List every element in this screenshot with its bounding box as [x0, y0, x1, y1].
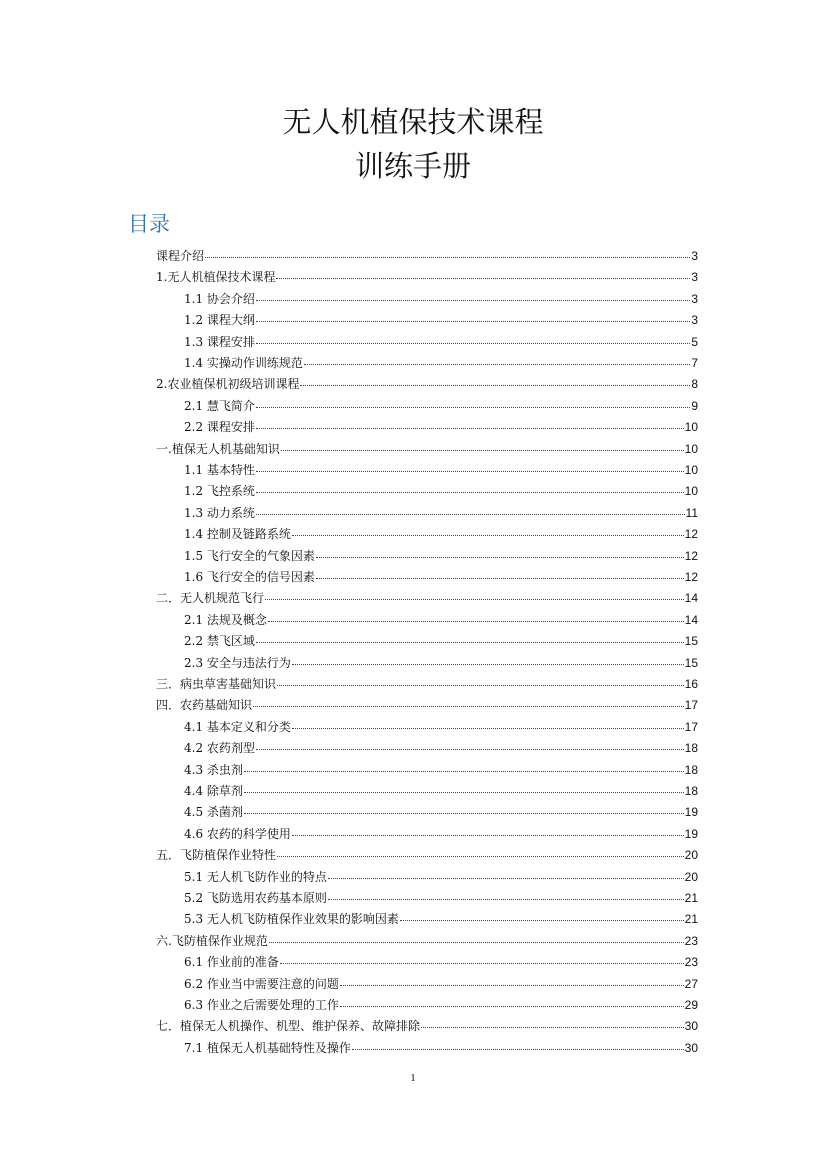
toc-dot-leader: [256, 748, 684, 750]
toc-dot-leader: [244, 770, 684, 772]
toc-entry[interactable]: [184, 868, 698, 889]
toc-dot-leader: [300, 384, 690, 386]
toc-entry-label: 4.3 杀虫剂: [184, 762, 243, 777]
toc-entry-page: 10: [684, 420, 698, 435]
toc-entry-page: 23: [684, 955, 698, 970]
toc-entry-page: 17: [684, 719, 698, 734]
toc-dot-leader: [280, 962, 684, 964]
toc-entry[interactable]: [184, 482, 698, 503]
toc-dot-leader: [268, 620, 684, 622]
toc-dot-leader: [256, 641, 684, 643]
toc-dot-leader: [316, 556, 684, 558]
toc-entry[interactable]: [184, 461, 698, 482]
toc-entry-label: 5.1 无人机飞防作业的特点: [184, 869, 327, 884]
toc-entry-label: 1.2 飞控系统: [184, 484, 255, 499]
toc-entry[interactable]: [184, 1039, 698, 1060]
toc-entry-label: 7.1 植保无人机基础特性及操作: [184, 1040, 351, 1055]
toc-entry[interactable]: [184, 825, 698, 846]
toc-entry-label: 1.6 飞行安全的信号因素: [184, 570, 315, 584]
toc-dot-leader: [256, 342, 690, 344]
toc-entry[interactable]: [184, 418, 698, 439]
toc-entry-page: 30: [684, 1040, 698, 1055]
toc-dot-leader: [304, 363, 690, 365]
toc-dot-leader: [205, 256, 690, 258]
toc-entry[interactable]: [184, 333, 698, 354]
toc-dot-leader: [256, 491, 684, 493]
toc-entry[interactable]: [156, 247, 698, 268]
toc-entry-label: 6.2 作业当中需要注意的问题: [184, 976, 339, 991]
toc-entry-page: 23: [684, 933, 698, 948]
toc-dot-leader: [276, 277, 690, 279]
toc-entry[interactable]: [184, 782, 698, 803]
toc-entry[interactable]: [184, 803, 698, 824]
toc-entry-page: 27: [684, 976, 698, 991]
toc-entry-label: 1.3 课程安排: [184, 334, 255, 349]
toc-entry-label: 2.农业植保机初级培训课程: [156, 377, 300, 392]
toc-dot-leader: [256, 427, 684, 429]
toc-entry-label: 1.2 课程大纲: [184, 313, 255, 328]
toc-entry-label: 2.1 慧飞简介: [184, 398, 255, 413]
toc-entry[interactable]: [184, 354, 698, 375]
toc-entry-label: 1.4 控制及链路系统: [184, 527, 291, 542]
toc-entry-label: 4.4 除草剂: [184, 784, 243, 798]
toc-entry-label: 五．飞防植保作业特性: [156, 848, 277, 863]
toc-entry-label: 二．无人机规范飞行: [156, 591, 265, 606]
toc-entry-page: 12: [684, 548, 698, 563]
toc-entry-page: 18: [684, 741, 698, 756]
toc-dot-leader: [256, 299, 690, 301]
toc-entry-page: 14: [684, 591, 698, 606]
toc-dot-leader: [244, 812, 684, 814]
toc-entry-page: 19: [684, 805, 698, 820]
toc-entry[interactable]: [156, 1017, 698, 1038]
toc-entry-label: 1.5 飞行安全的气象因素: [184, 548, 315, 563]
toc-entry-page: 21: [684, 891, 698, 905]
toc-entry[interactable]: [184, 568, 698, 589]
toc-entry[interactable]: [156, 440, 698, 461]
toc-entry-page: 20: [684, 848, 698, 863]
toc-entry-label: 1.无人机植保技术课程: [156, 270, 276, 285]
toc-entry[interactable]: [184, 889, 698, 910]
toc-entry-page: 15: [684, 634, 698, 649]
toc-entry[interactable]: [156, 268, 698, 289]
toc-entry-label: 4.1 基本定义和分类: [184, 719, 291, 734]
toc-entry-page: 30: [684, 1019, 698, 1034]
toc-entry[interactable]: [156, 932, 698, 953]
toc-entry[interactable]: [184, 654, 698, 675]
toc-dot-leader: [277, 684, 684, 686]
toc-dot-leader: [328, 877, 684, 879]
toc-entry-label: 一.植保无人机基础知识: [156, 441, 280, 456]
toc-entry-page: 3: [691, 249, 698, 263]
toc-entry[interactable]: [184, 975, 698, 996]
toc-entry[interactable]: [156, 846, 698, 867]
toc-dot-leader: [269, 941, 684, 943]
toc-entry-page: 7: [691, 356, 698, 370]
toc-entry-page: 18: [684, 784, 698, 798]
toc-dot-leader: [352, 1048, 684, 1050]
toc-entry-label: 1.1 协会介绍: [184, 291, 255, 306]
toc-entry[interactable]: [184, 632, 698, 653]
toc-dot-leader: [277, 855, 684, 857]
toc-entry-page: 10: [684, 484, 698, 499]
toc-entry[interactable]: [184, 290, 698, 311]
toc-dot-leader: [256, 406, 690, 408]
toc-entry-page: 3: [691, 291, 698, 306]
toc-entry[interactable]: [184, 761, 698, 782]
toc-entry-label: 三．病虫草害基础知识: [156, 677, 277, 691]
toc-dot-leader: [421, 1026, 684, 1028]
toc-dot-leader: [256, 513, 685, 515]
toc-entry[interactable]: [184, 525, 698, 546]
toc-dot-leader: [292, 534, 684, 536]
toc-entry-label: 六.飞防植保作业规范: [156, 933, 268, 948]
toc-entry-page: 16: [684, 677, 698, 691]
toc-entry-page: 10: [684, 441, 698, 456]
toc-entry-page: 3: [691, 270, 698, 285]
toc-entry[interactable]: [184, 718, 698, 739]
toc-entry[interactable]: [184, 397, 698, 418]
page-number: 1: [410, 1072, 416, 1084]
toc-entry[interactable]: [184, 910, 698, 931]
toc-entry-page: 29: [684, 998, 698, 1012]
toc-entry-label: 5.3 无人机飞防植保作业效果的影响因素: [184, 912, 399, 927]
toc-dot-leader: [253, 705, 684, 707]
toc-dot-leader: [292, 834, 684, 836]
toc-entry[interactable]: [156, 375, 698, 396]
toc-entry-label: 1.3 动力系统: [184, 505, 255, 520]
toc-dot-leader: [328, 898, 684, 900]
toc-entry-label: 2.1 法规及概念: [184, 612, 267, 627]
toc-entry-page: 3: [691, 313, 698, 328]
toc-dot-leader: [316, 577, 684, 579]
toc-entry-label: 四．农药基础知识: [156, 698, 253, 713]
toc-entry-page: 20: [684, 869, 698, 884]
toc-entry-label: 七．植保无人机操作、机型、维护保养、故障排除: [156, 1019, 421, 1034]
toc-entry-page: 15: [684, 655, 698, 670]
toc-entry-page: 5: [691, 334, 698, 349]
toc-entry[interactable]: [184, 504, 698, 525]
toc-dot-leader: [340, 1005, 684, 1007]
toc-entry-label: 4.6 农药的科学使用: [184, 826, 291, 841]
toc-entry-label: 5.2 飞防选用农药基本原则: [184, 891, 327, 905]
toc-entry-label: 4.5 杀菌剂: [184, 805, 243, 820]
toc-entry-label: 课程介绍: [156, 249, 205, 263]
toc-entry-page: 17: [684, 698, 698, 713]
toc-entry-page: 10: [684, 463, 698, 477]
toc-dot-leader: [256, 470, 684, 472]
toc-entry-label: 2.2 课程安排: [184, 420, 255, 435]
toc-dot-leader: [292, 663, 684, 665]
toc-entry[interactable]: [184, 547, 698, 568]
toc-entry-page: 18: [684, 762, 698, 777]
toc-entry-page: 9: [691, 398, 698, 413]
toc-entry-page: 12: [684, 527, 698, 542]
toc-entry-page: 14: [684, 612, 698, 627]
toc-entry-label: 2.2 禁飞区域: [184, 634, 255, 649]
toc-entry[interactable]: [184, 996, 698, 1017]
toc-entry-label: 6.3 作业之后需要处理的工作: [184, 998, 339, 1012]
toc-entry[interactable]: [184, 953, 698, 974]
toc-entry[interactable]: [156, 675, 698, 696]
toc-entry[interactable]: [184, 739, 698, 760]
toc-entry[interactable]: [156, 589, 698, 610]
document-subtitle: 训练手册: [354, 149, 471, 183]
toc-entry-page: 11: [685, 505, 698, 520]
toc-heading: 目录: [128, 212, 170, 236]
toc-entry-label: 1.1 基本特性: [184, 463, 255, 477]
toc-entry[interactable]: [184, 311, 698, 332]
toc-dot-leader: [244, 791, 684, 793]
document-title: 无人机植保技术课程: [282, 105, 544, 139]
toc-entry-page: 19: [684, 826, 698, 841]
toc-dot-leader: [265, 598, 684, 600]
toc-entry-page: 8: [691, 377, 698, 392]
toc-dot-leader: [256, 320, 690, 322]
toc-dot-leader: [292, 727, 684, 729]
toc-entry[interactable]: [184, 611, 698, 632]
toc-entry-label: 2.3 安全与违法行为: [184, 655, 291, 670]
toc-dot-leader: [281, 449, 684, 451]
toc-entry-page: 21: [684, 912, 698, 927]
toc-dot-leader: [400, 919, 684, 921]
toc-entry-label: 4.2 农药剂型: [184, 741, 255, 756]
toc-entry-label: 1.4 实操动作训练规范: [184, 356, 303, 370]
toc-dot-leader: [340, 984, 684, 986]
toc-entry-page: 12: [684, 570, 698, 584]
toc-entry-label: 6.1 作业前的准备: [184, 955, 279, 970]
toc-entry[interactable]: [156, 696, 698, 717]
